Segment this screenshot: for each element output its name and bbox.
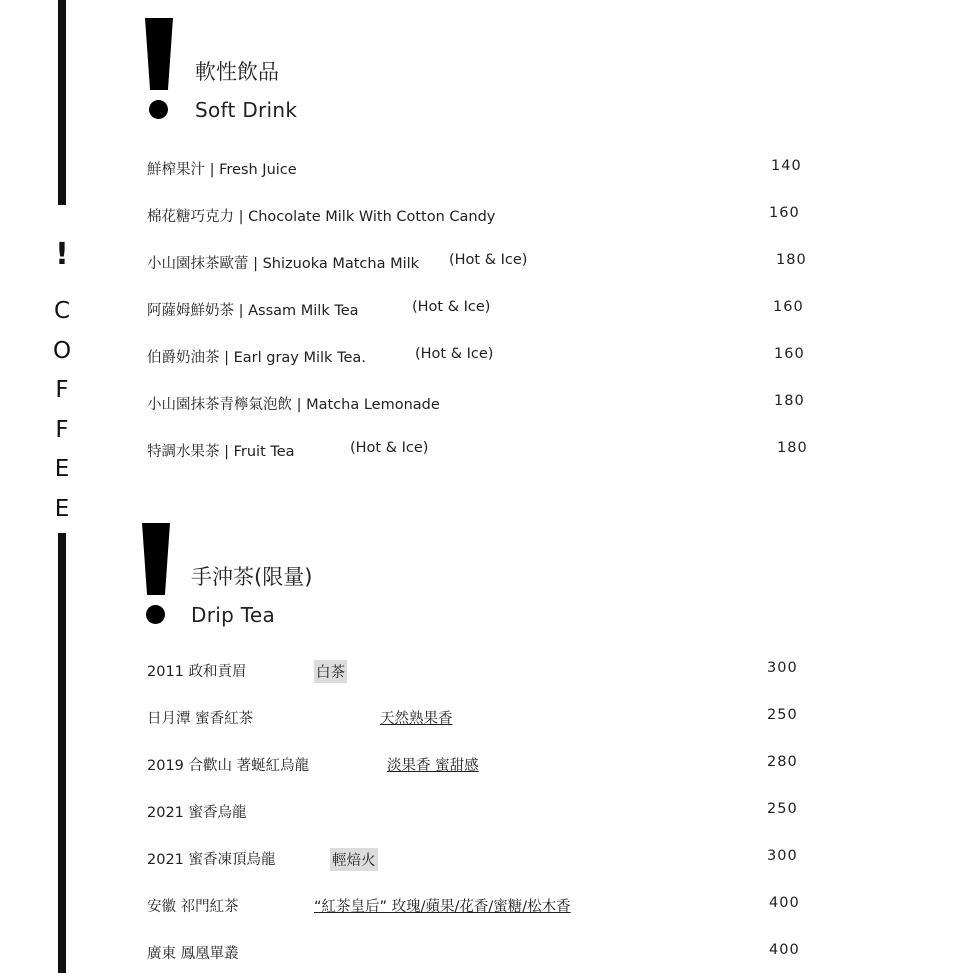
item-price: 250 xyxy=(767,801,798,817)
item-price: 400 xyxy=(769,942,800,958)
item-name: 2021 蜜香烏龍 xyxy=(147,805,247,821)
menu-item xyxy=(147,895,815,919)
item-price: 180 xyxy=(777,440,808,456)
menu-item xyxy=(147,158,815,182)
item-name: 小山園抹茶青檸氣泡飲 | Matcha Lemonade xyxy=(147,397,440,413)
item-note: (Hot & Ice) xyxy=(415,346,494,362)
item-name: 安徽 祁門紅茶 xyxy=(147,899,239,915)
item-name: 鮮榨果汁 | Fresh Juice xyxy=(147,162,297,178)
item-price: 300 xyxy=(767,660,798,676)
menu-item xyxy=(147,440,815,464)
item-name: 特調水果茶 | Fruit Tea xyxy=(147,444,295,460)
sidebar-letter: F xyxy=(55,377,69,403)
item-note: 淡果香 蜜甜感 xyxy=(387,758,479,774)
item-note: (Hot & Ice) xyxy=(350,440,429,456)
drip-tea-section xyxy=(140,523,820,973)
section-title-zh: 軟性飲品 xyxy=(195,60,279,84)
sidebar-line-top xyxy=(58,0,66,205)
menu-item xyxy=(147,660,815,684)
item-name: 日月潭 蜜香紅茶 xyxy=(147,711,254,727)
item-name: 廣東 鳳凰單叢 xyxy=(147,946,239,962)
soft-drink-section xyxy=(140,18,820,468)
section-title-zh: 手沖茶(限量) xyxy=(191,565,313,589)
item-price: 160 xyxy=(769,205,800,221)
menu-item xyxy=(147,205,815,229)
menu-item xyxy=(147,299,815,323)
item-price: 250 xyxy=(767,707,798,723)
item-note: (Hot & Ice) xyxy=(412,299,491,315)
menu-item xyxy=(147,848,815,872)
item-price: 160 xyxy=(773,299,804,315)
item-name: 2021 蜜香凍頂烏龍 xyxy=(147,852,276,868)
item-price: 160 xyxy=(774,346,805,362)
menu-item xyxy=(147,754,815,778)
item-name: 阿薩姆鮮奶茶 | Assam Milk Tea xyxy=(147,303,359,319)
item-note: 天然熟果香 xyxy=(380,711,453,727)
item-price: 400 xyxy=(769,895,800,911)
sidebar-coffee-word xyxy=(48,292,76,529)
item-price: 180 xyxy=(776,252,807,268)
item-price: 300 xyxy=(767,848,798,864)
menu-item xyxy=(147,801,815,825)
menu-item xyxy=(147,393,815,417)
item-note: (Hot & Ice) xyxy=(449,252,528,268)
section-title-en: Drip Tea xyxy=(191,603,276,627)
section-title-en: Soft Drink xyxy=(195,98,298,122)
item-price: 180 xyxy=(774,393,805,409)
item-note: 白茶 xyxy=(314,660,347,683)
item-name: 2011 政和貢眉 xyxy=(147,664,247,680)
sidebar-letter: E xyxy=(54,495,70,522)
sidebar-letter: C xyxy=(53,298,71,324)
item-name: 小山園抹茶歐蕾 | Shizuoka Matcha Milk xyxy=(147,256,420,272)
item-price: 140 xyxy=(771,158,802,174)
item-note: “紅茶皇后” 玫瑰/蘋果/花香/蜜糖/松木香 xyxy=(314,899,571,915)
item-name: 伯爵奶油茶 | Earl gray Milk Tea. xyxy=(147,350,366,366)
menu-item xyxy=(147,942,815,966)
item-note: 輕焙火 xyxy=(330,848,378,871)
sidebar-letter: F xyxy=(55,416,69,443)
menu-item xyxy=(147,346,815,370)
item-price: 280 xyxy=(767,754,798,770)
sidebar-line-bottom xyxy=(58,533,66,973)
sidebar-letter: O xyxy=(52,337,72,364)
item-name: 2019 合歡山 著蜒紅烏龍 xyxy=(147,758,310,774)
menu-item xyxy=(147,707,815,731)
item-name: 棉花糖巧克力 | Chocolate Milk With Cotton Candy xyxy=(147,209,496,225)
sidebar-letter: E xyxy=(54,456,70,482)
menu-item xyxy=(147,252,815,276)
sidebar-exclamation-icon: ! xyxy=(55,237,69,272)
